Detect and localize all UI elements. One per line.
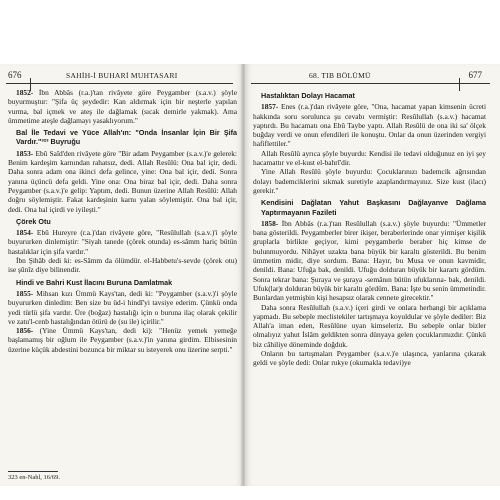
right-page (245, 64, 500, 486)
hadith-text: İbn Abbâs (r.a.)'tan Resûlullah (s.a.v.) şöyle buyurdu: "Ümmetler bana gösterildi. Peygamberler birer ikişer, beraberlerinde onar yirmişer kişilik gruplarla birlikte geçiyor, kimi peygamberle beraber hiç kimse de bulunmuyordu. Nihâyet uzakta bana büyük bir karaltı gösterildi. Bu benim ümmetim midir, diye sordum. Bana: Hayır, bu Musa ve onun kavmidir, denildi. Bana: Ufuğa bak, denildi. Ufuğu dolduran büyük bir karartı gördüm. Sonra tekrar bana: Şuraya ve şuraya -semânın bütün ufuklarına- bak, denildi. Ufuk(lar)ı dolduran büyük bir karaltı gördüm. Bana: İşte bu senin ümmetindir. Bunlardan yetmişbin kişi hesapsız olarak cennete girecektir." (253, 218, 486, 303)
hadith-text: Mihsan kızı Ümmü Kays'tan, dedi ki: "Peygamber (s.a.v.)'i şöyle buyururken dinledim: Ben size bu üd-i hindî'yi tavsiye ederim. Çünkü onda yedi türlü şifa vardır. Üre (boğaz) hastalığı için o buruna ilaç olarak çekilir ve zatu'l-cenb hastalığından ötürü de (su ile) içirilir." (8, 288, 237, 326)
hadith-paragraph (8, 326, 237, 354)
left-page-number: 676 (8, 70, 22, 80)
hadith-paragraph (253, 219, 486, 303)
hadith-text: Ebû Hureyre (r.a.)'dan rivâyete göre, "Resûlullah (s.a.v.)'i şöyle buyururken dinlemiştir: "Siyah tanede (çörek otunda) es-sâmm hariç bütün hastalıklar için şifa vardır." (8, 228, 237, 256)
hadith-text: İbn Abbâs (r.a.)'tan rivâyete göre Peygamber (s.a.v.) şöyle buyurmuştur: "Şifa üç şeydedir: Kan aldırmak için bir neşterle yapılan vurma, bal içmek ve ateş ile dağlamak (sıcak demirle yakmak). Ama ümmetime ateşle dağlamayı yasaklıyorum." (8, 88, 237, 125)
hadith-number: 1855- (16, 288, 34, 298)
hadith-paragraph (253, 102, 486, 148)
right-page-text (253, 88, 486, 368)
left-page-text (8, 88, 237, 354)
hadith-number: 1856- (16, 326, 34, 336)
hadith-paragraph (8, 149, 237, 214)
left-header (0, 70, 243, 82)
hadith-text: Ebû Saîd'den rivâyete göre "Bir adam Peygamber (s.a.v.)'e gelerek: Benim kardeşim karnından rahatsız, dedi. Allah Resûlü: Ona bal içir, dedi. Daha sonra adam ona ikinci defa gelince, yine: Ona bal içir, dedi. Sonra yanına üçüncü defa geldi. Yine ona: Ona biraz bal içir, dedi. Daha sonra Peygamber (s.a.v.)'e gelip: Yaptım, dedi. Bunun üzerine Allah Resûlü: Allah doğru söylemiştir. Fakat kardeşinin karnı yalan söylemiştir. Ona bal içir, dedi. Ona bal içirdi ve iyileşti." (8, 148, 237, 214)
body-paragraph: Yine Allah Resûlü şöyle buyurdu: Çocuklarınızı bademcik ağrısından dolayı bademciklerini sıkmak suretiyle azaplandırmayınız. Size kust (ilacı) gerekir." (253, 167, 486, 195)
right-header (245, 70, 500, 82)
body-paragraph: Allah Resûlü ayrıca şöyle buyurdu: Kendisi ile tedavi olduğunuz en iyi şey hacamattır ve el-kust el-bahrî'dir. (253, 148, 486, 168)
section-heading: Hindi ve Bahri Kust İlacını Buruna Damlatmak (16, 277, 173, 287)
hadith-number: 1853- (16, 148, 34, 158)
section-heading: Bal İle Tedavi ve Yüce Allah'ın: "Onda İnsanlar İçin Bir Şifa Vardır."³²³ Buyruğu (16, 128, 237, 147)
hadith-number: 1857- (261, 102, 279, 112)
section-heading: Kendisini Dağlatan Yahut Başkasını Dağlayanve Dağlama Yaptırmayanın Fazileti (261, 198, 486, 217)
footnote: 323 en-Nahl, 16/69. (8, 474, 60, 481)
section-heading: Hastalıktan Dolayı Hacamat (261, 91, 355, 100)
hadith-paragraph (8, 228, 237, 256)
hadith-text: Enes (r.a.)'dan rivâyete göre, "Ona, hacamat yapan kimsenin ücreti hakkında soru sorulunca şu cevabı vermiştir: Resûlullah (s.a.v.) hacamat yaptırdı. Bu hacamatı ona Ebû Taybe yaptı. Allah Resûlü de ona iki sa' ölçek buğday verdi ve onun efendileri ile konuştu. Onlar da onun üzerinden vergiyi hafiflettiler." (253, 102, 486, 149)
left-page (0, 64, 243, 486)
header-rule (6, 83, 233, 84)
hadith-paragraph (8, 289, 237, 326)
hadith-paragraph (8, 88, 237, 125)
hadith-number: 1858- (261, 218, 279, 228)
body-paragraph: Daha sonra Resûlullah (s.a.v.) içeri girdi ve onlara herhangi bir açıklama yapmadı. Bu sebeple meclistekiler tartışmaya koyuldular ve şöyle dediler: Biz Allah'a iman eden, Resûlüne uyan kimseleriz. Bu sebeple onlar bizler olmalıyız yahut İslâm geldikten sonra dünyaya gelen çocuklarımızdır. Çünkü biz câhiliye döneminde doğduk. (253, 302, 486, 349)
right-running-title: 68. TIB BÖLÜMÜ (309, 71, 371, 80)
header-rule (251, 83, 490, 84)
left-running-title: SAHİH-İ BUHARİ MUHTASARI (66, 71, 178, 80)
hadith-number: 1852- (16, 88, 34, 97)
hadith-number: 1854- (16, 228, 34, 238)
body-paragraph: İbn Şihâb dedi ki: es-Sâmm da ölümdür. el-Habbetu's-sevde (çörek otu) ise şûnîz diye bilinendir. (8, 256, 237, 275)
footnote-rule (8, 471, 58, 472)
body-paragraph: Onların bu tartışmaları Peygamber (s.a.v.)'e ulaşınca, yanlarına çıkarak geldi ve şöyle dedi: Onlar rukye (okumakla tedavi)ye (253, 349, 486, 368)
hadith-text: (Yine Ümmü Kays'tan, dedi ki): "Henüz yemek yemeğe başlamamış bir oğlum ile Peygamber (s.a.v.)'in yanına girdim. Elbisesinin üzerine küçük abdestini bozunca bir miktar su isteyerek onu üzerine serpti." (8, 326, 237, 354)
right-page-number: 677 (468, 70, 482, 80)
section-heading: Çörek Otu (16, 216, 51, 226)
